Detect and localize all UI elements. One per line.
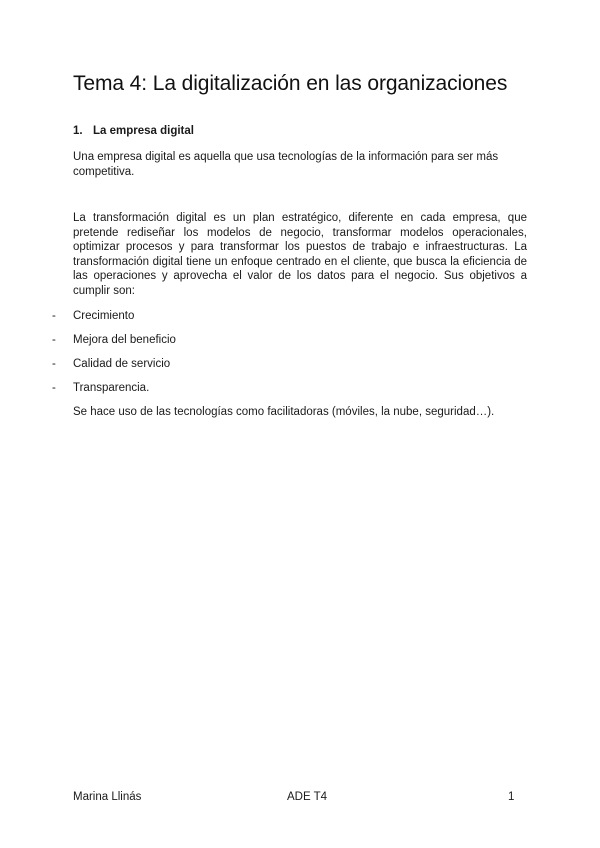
list-item xyxy=(52,357,176,381)
footer-course: ADE T4 xyxy=(287,791,328,803)
intro-paragraph: Una empresa digital es aquella que usa tecnologías de la información para ser más competitiva. xyxy=(73,151,499,178)
tools-paragraph: Se hace uso de las tecnologías como facilitadoras (móviles, la nube, seguridad…). xyxy=(73,406,495,418)
section-heading xyxy=(73,125,194,137)
footer-author: Marina Llinás xyxy=(73,791,142,803)
list-item xyxy=(52,309,176,333)
page-title: Tema 4: La digitalización en las organizaciones xyxy=(73,72,508,95)
list-marker: - xyxy=(52,358,56,370)
transformation-paragraph: La transformación digital es un plan estratégico, diferente en cada empresa, que pretende rediseñar los modelos de negocio, transformar modelos operacionales, optimizar procesos y para transformar los puestos de trabajo e infraestructuras. La transformación digital tiene un enfoque centrado en el cliente, que busca la eficiencia de las operaciones y aprovecha el valor de los datos para el negocio. Sus objetivos a cumplir son: xyxy=(73,212,527,297)
list-item xyxy=(52,381,176,405)
footer-page-number: 1 xyxy=(508,791,515,803)
list-item-text: Crecimiento xyxy=(73,310,135,322)
list-marker: - xyxy=(52,382,56,394)
list-marker: - xyxy=(52,310,56,322)
section-heading-text: La empresa digital xyxy=(93,125,194,137)
list-item-text: Transparencia. xyxy=(73,382,150,394)
section-number: 1. xyxy=(73,125,83,137)
list-item xyxy=(52,333,176,357)
list-marker: - xyxy=(52,334,56,346)
objectives-list xyxy=(52,309,176,405)
list-item-text: Calidad de servicio xyxy=(73,358,171,370)
list-item-text: Mejora del beneficio xyxy=(73,334,176,346)
